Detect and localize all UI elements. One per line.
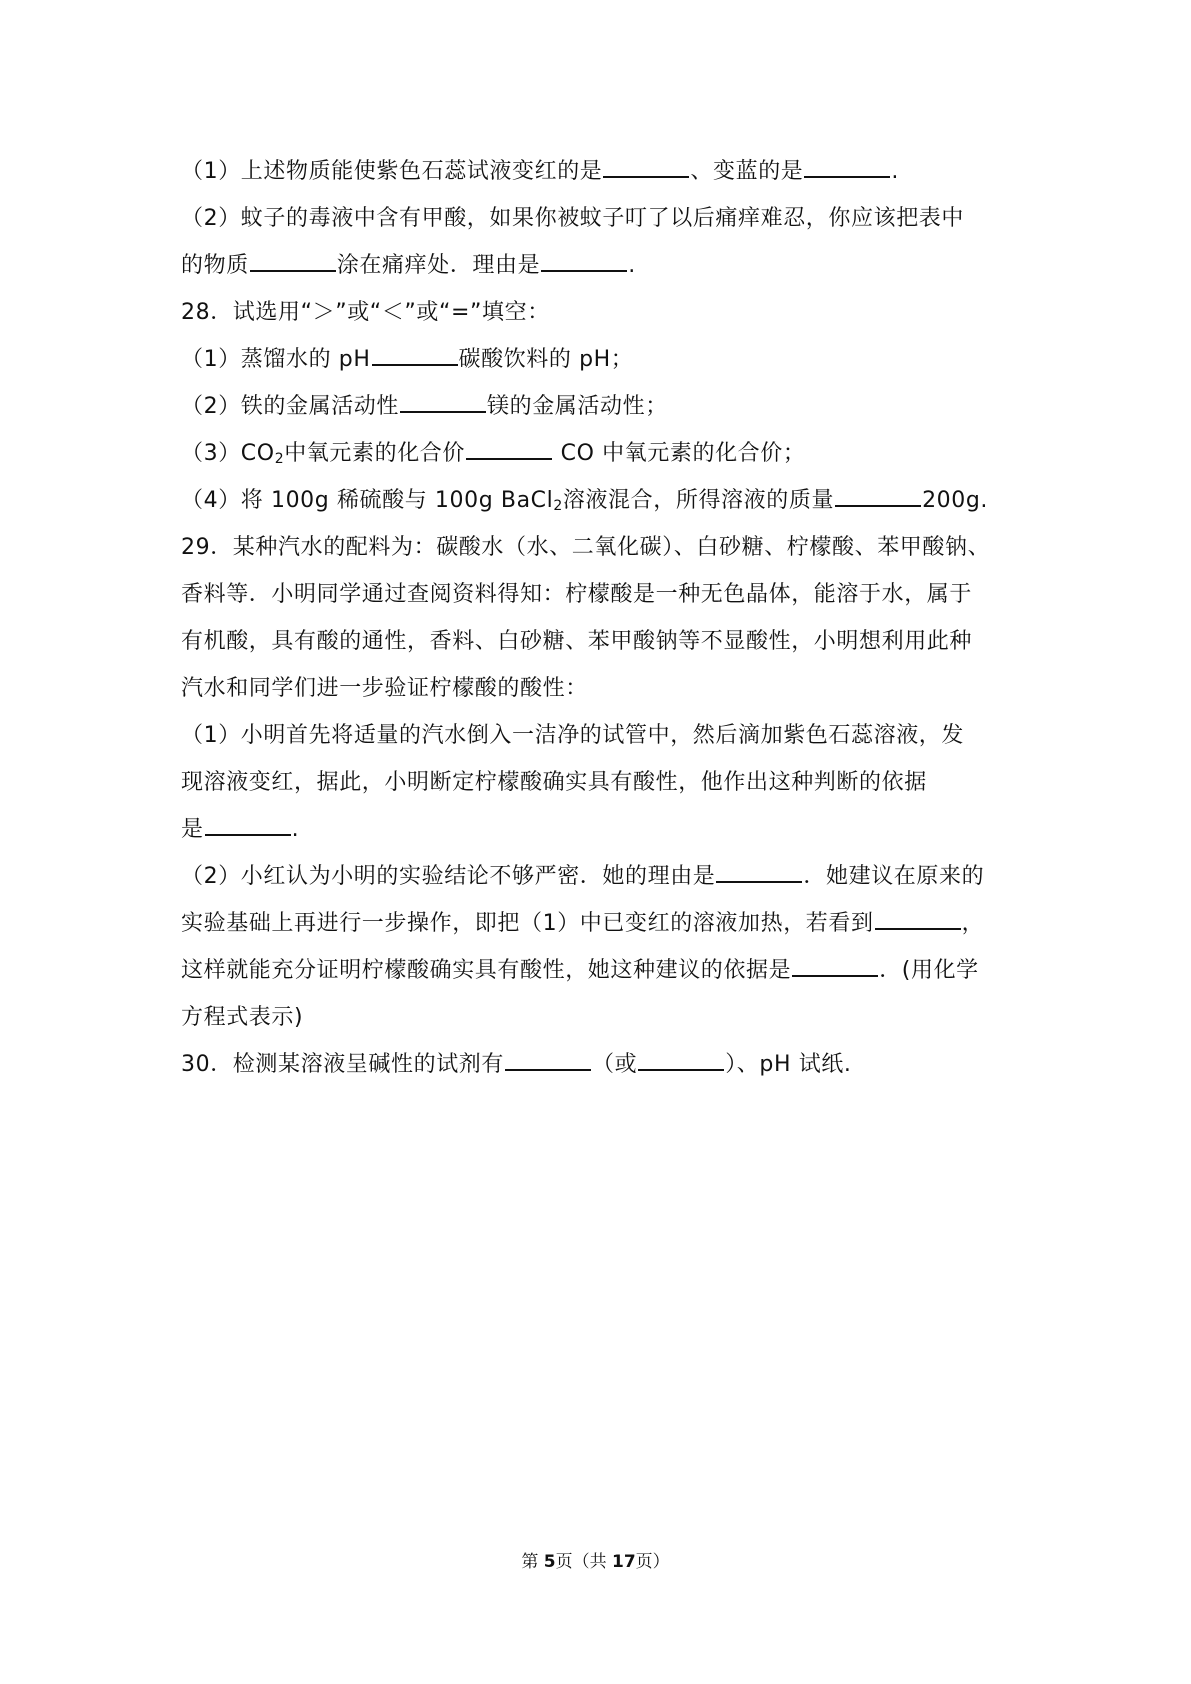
answer-blank <box>466 438 552 460</box>
text: 30．检测某溶液呈碱性的试剂有 <box>181 1052 504 1077</box>
text: （1）蒸馏水的 pH <box>181 347 371 372</box>
text: ．(用化学 <box>879 958 979 983</box>
text: 实验基础上再进行一步操作，即把（1）中已变红的溶液加热，若看到 <box>181 911 874 936</box>
q29-part2-line3 <box>181 947 1023 994</box>
text: 碳酸饮料的 pH； <box>458 347 634 372</box>
text: （4）将 100g 稀硫酸与 100g BaCl <box>181 488 554 513</box>
text: （2）铁的金属活动性 <box>181 394 399 419</box>
q29-part1-line3 <box>181 806 1023 853</box>
text: （2）蚊子的毒液中含有甲酸，如果你被蚊子叮了以后痛痒难忍，你应该把表中 <box>181 206 964 231</box>
text: 镁的金属活动性； <box>487 394 668 419</box>
q29-line4 <box>181 665 1023 712</box>
answer-blank <box>541 250 627 272</box>
total-pages: 17 <box>611 1552 636 1572</box>
text: （1）上述物质能使紫色石蕊试液变红的是 <box>181 159 603 184</box>
answer-blank <box>400 391 486 413</box>
text: 200g. <box>922 488 989 513</box>
text: 现溶液变红，据此，小明断定柠檬酸确实具有酸性，他作出这种判断的依据 <box>181 770 927 795</box>
text: 溶液混合，所得溶液的质量 <box>562 488 835 513</box>
page-content <box>181 148 1023 1088</box>
text: ．她建议在原来的 <box>803 864 985 889</box>
q29-part2-line2 <box>181 900 1023 947</box>
answer-blank <box>835 485 921 507</box>
answer-blank <box>875 908 961 930</box>
q29-part1-line2 <box>181 759 1023 806</box>
text: 涂在痛痒处．理由是 <box>336 253 541 278</box>
answer-blank <box>505 1049 591 1071</box>
q27-part2-line1 <box>181 195 1023 242</box>
text: 、变蓝的是 <box>690 159 804 184</box>
q29-part2-line4 <box>181 994 1023 1041</box>
subscript: 2 <box>553 498 563 514</box>
q27-part1 <box>181 148 1023 195</box>
q29-line1 <box>181 524 1023 571</box>
footer-text: 页） <box>635 1552 670 1572</box>
answer-blank <box>804 156 890 178</box>
text: 这样就能充分证明柠檬酸确实具有酸性，她这种建议的依据是 <box>181 958 792 983</box>
answer-blank <box>792 955 878 977</box>
text: （或 <box>592 1052 638 1077</box>
q28-part1 <box>181 336 1023 383</box>
q30 <box>181 1041 1023 1088</box>
answer-blank <box>603 156 689 178</box>
text: 有机酸，具有酸的通性，香料、白砂糖、苯甲酸钠等不显酸性，小明想利用此种 <box>181 629 973 654</box>
q28-title <box>181 289 1023 336</box>
text: CO 中氧元素的化合价； <box>553 441 806 466</box>
text: 28．试选用“＞”或“＜”或“=”填空： <box>181 300 550 325</box>
q29-part1-line1 <box>181 712 1023 759</box>
q29-line3 <box>181 618 1023 665</box>
subscript: 2 <box>274 451 285 467</box>
text: 香料等．小明同学通过查阅资料得知：柠檬酸是一种无色晶体，能溶于水，属于 <box>181 582 973 607</box>
footer-text: 第 <box>521 1552 544 1572</box>
text: （1）小明首先将适量的汽水倒入一洁净的试管中，然后滴加紫色石蕊溶液，发 <box>181 723 964 748</box>
text: （2）小红认为小明的实验结论不够严密．她的理由是 <box>181 864 716 889</box>
q29-line2 <box>181 571 1023 618</box>
q27-part2-line2 <box>181 242 1023 289</box>
text: 方程式表示) <box>181 1005 304 1030</box>
text: ， <box>961 911 985 936</box>
text: 汽水和同学们进一步验证柠檬酸的酸性： <box>181 676 588 701</box>
answer-blank <box>638 1049 724 1071</box>
text: . <box>628 253 636 278</box>
text: . <box>291 817 300 842</box>
page-footer <box>0 1547 1191 1572</box>
q28-part2 <box>181 383 1023 430</box>
q28-part3 <box>181 430 1023 477</box>
text: 的物质 <box>181 253 249 278</box>
q29-part2-line1 <box>181 853 1023 900</box>
answer-blank <box>716 861 802 883</box>
text: 中氧元素的化合价 <box>284 441 466 466</box>
page-number: 5 <box>543 1552 556 1572</box>
text: 是 <box>181 817 204 842</box>
answer-blank <box>205 814 291 836</box>
answer-blank <box>250 250 336 272</box>
q28-part4 <box>181 477 1023 524</box>
text: . <box>891 159 900 184</box>
text: ）、pH 试纸. <box>725 1052 852 1077</box>
answer-blank <box>372 344 458 366</box>
text: 29．某种汽水的配料为：碳酸水（水、二氧化碳）、白砂糖、柠檬酸、苯甲酸钠、 <box>181 535 991 560</box>
text: （3）CO <box>181 441 275 466</box>
footer-text: 页（共 <box>555 1552 612 1572</box>
